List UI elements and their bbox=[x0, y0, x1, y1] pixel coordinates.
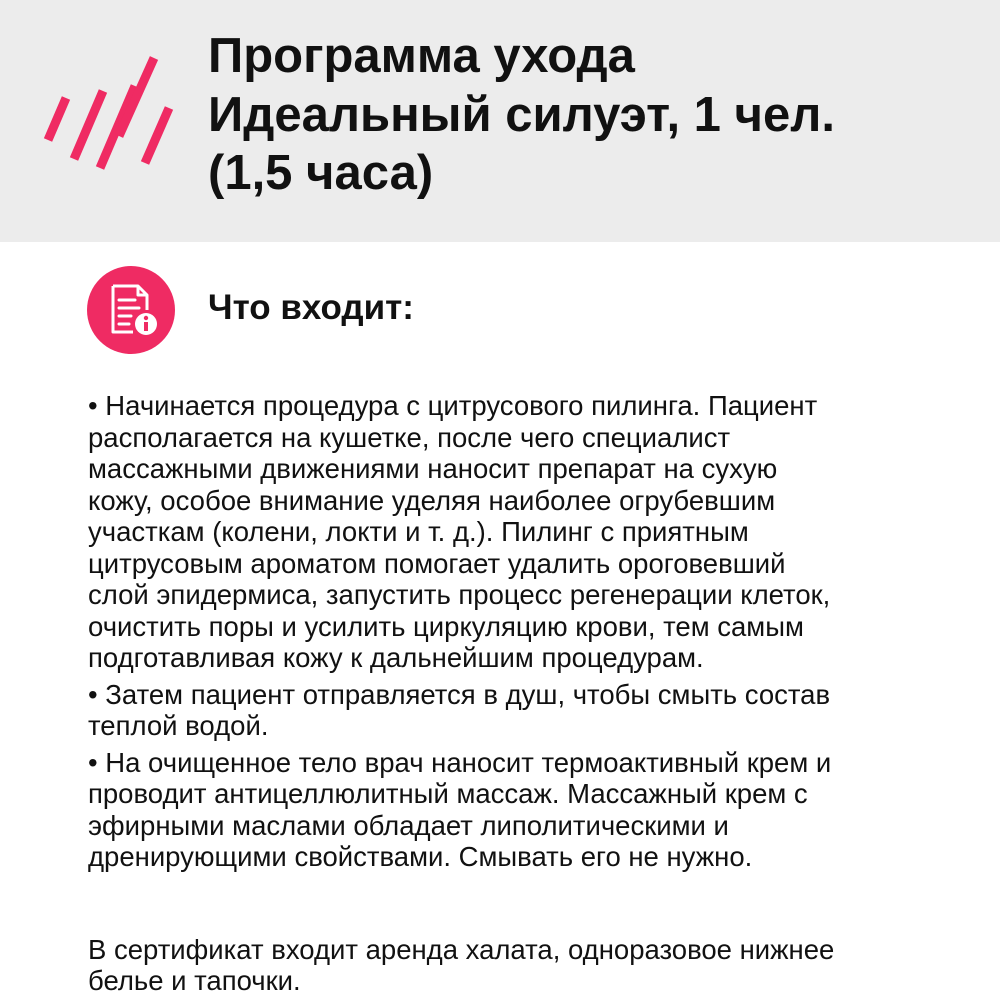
content-body bbox=[88, 390, 978, 873]
text-line: участкам (колени, локти и т. д.). Пилинг с приятным bbox=[88, 516, 749, 547]
text-line: слой эпидермиса, запустить процесс регенерации клеток, bbox=[88, 579, 831, 610]
document-info-icon bbox=[87, 266, 175, 354]
pink-slash-lines-icon bbox=[40, 52, 175, 170]
text-line: • На очищенное тело врач наносит термоактивный крем и bbox=[88, 746, 832, 778]
text-line: располагается на кушетке, после чего специалист bbox=[88, 421, 731, 453]
paragraph bbox=[88, 747, 978, 873]
title-line: Программа ухода bbox=[208, 29, 635, 83]
section-title: Что входит: bbox=[208, 288, 414, 327]
paragraph bbox=[88, 390, 978, 674]
text-line: дренирующими свойствами. Смывать его не нужно. bbox=[88, 841, 753, 872]
title-line: Идеальный силуэт, 1 чел. bbox=[208, 87, 835, 142]
text-line: массажными движениями наносит препарат на сухую bbox=[88, 453, 778, 484]
title-line: (1,5 часа) bbox=[208, 146, 434, 200]
text-line: В сертификат входит аренда халата, одноразовое нижнее bbox=[88, 933, 835, 965]
text-line: • Затем пациент отправляется в душ, чтобы смыть состав bbox=[88, 678, 831, 710]
text-line: белье и тапочки. bbox=[88, 965, 301, 996]
certificate-note bbox=[88, 934, 978, 997]
text-line: эфирными маслами обладает липолитическими и bbox=[88, 809, 729, 841]
text-line: • Начинается процедура с цитрусового пилинга. Пациент bbox=[88, 390, 818, 421]
paragraph bbox=[88, 679, 978, 742]
text-line: очистить поры и усилить циркуляцию крови, тем самым bbox=[88, 610, 804, 642]
text-line: кожу, особое внимание уделяя наиболее огрубевшим bbox=[88, 484, 776, 516]
page-title bbox=[208, 27, 988, 203]
text-line: теплой водой. bbox=[88, 710, 269, 741]
text-line: проводит антицеллюлитный массаж. Массажный крем с bbox=[88, 778, 808, 809]
text-line: цитрусовым ароматом помогает удалить ороговевший bbox=[88, 547, 786, 579]
header-banner bbox=[0, 0, 1000, 242]
text-line: подготавливая кожу к дальнейшим процедурам. bbox=[88, 642, 704, 673]
